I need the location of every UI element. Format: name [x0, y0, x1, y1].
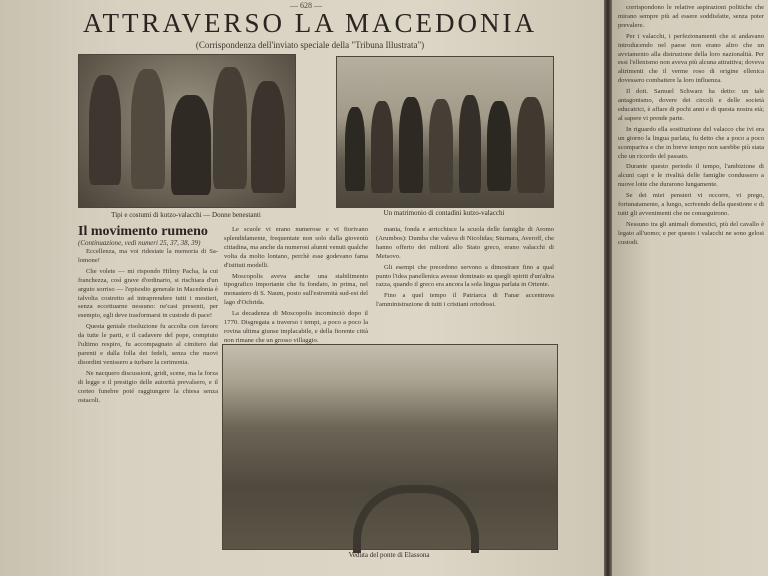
paragraph: Fino a quel tempo il Patriarca di Fanar accentrava l'amministrazione di tutti i cristiani ortodossi.: [376, 292, 554, 309]
figure-woman-5: [251, 81, 285, 193]
paragraph: mania, fonda e arricchisce la scuola delle famiglie di Aromo (Arumbos): Dumba che valeva di Nicolidas; Sturnara, Averoff, che hanno offerto dei milioni allo Stato greco, erano valacchi di Metsovo.: [376, 226, 554, 260]
paragraph: Le scuole vi erano numerose e vi fiorivano splendidamente, frequentate non solo dalla gioventù cittadina, ma anche da numerosi alunni venuti qualche volta da molto lontano, perchè esse godevano fama d'istituti modelli.: [224, 226, 368, 269]
caption-wedding: Un matrimonio di contadini kutzo-valacchi: [383, 209, 505, 217]
figure-woman-1: [89, 75, 121, 185]
figure-woman-2: [131, 69, 165, 189]
paragraph: Nessuno tra gli animali domestici, più del cavallo è legato all'uomo; e per questo i valacchi ne sono gelosi custodi.: [618, 220, 764, 246]
paragraph: Il dott. Samuel Schwarz ha detto: un tale antagonismo, dovere dei circoli e delle società educatrici, è affare di pochi anni e di questa nostra età; al sapere vi prende parte.: [618, 88, 764, 122]
paragraph: Questa geniale risoluzione fu accolta con favore da tutte le parti, e il cadavere del pope, compiuto l'ultimo respiro, fu accompagnato al cimitero dai parenti e dalla folla dei fedeli, senza che nuovi disordini venissero a turbare la cerimonia.: [78, 323, 218, 366]
figure-guest-2: [371, 101, 393, 193]
caption-costumes: Tipi e costumi di kutzo-valacchi — Donne benestanti: [111, 211, 261, 219]
photo-bridge: [222, 344, 558, 550]
text-column-right: [618, 4, 764, 576]
paragraph: Ne nacquero discussioni, gridi, scene, ma la forza di legge e il prestigio delle autorità prevalsero, e il corteo funebre poté raggiungere la chiesa senza ostacoli.: [78, 369, 218, 404]
figure-guest-3: [399, 97, 423, 193]
paragraph: Moscopolis aveva anche una stabilimento tipografico importante che fu fondato, in prima, nel monastero di S. Naum, posto sull'estremità sud-est del lago d'Ochrida.: [224, 272, 368, 307]
book-gutter: [604, 0, 612, 576]
section-title: Il movimento rumeno: [78, 224, 208, 239]
article-title: ATTRAVERSO LA MACEDONIA: [82, 8, 538, 38]
figure-guest-7: [517, 97, 545, 193]
figure-guest-1: [345, 107, 365, 191]
paragraph: corrispondono le relative aspirazioni politiche che mirano sempre più ad essere soddisfatte, senza poter prevalere.: [618, 4, 764, 29]
paragraph: In riguardo ella sostituzione del valacco che ivi era un giorno la lingua parlata, fu detto che a poco a poco scompariva e che in breve tempo non sarebbe più stata che un ricordo del passato.: [618, 125, 764, 160]
figure-woman-3: [171, 95, 211, 195]
figure-woman-4: [213, 67, 247, 189]
photo-wedding: [336, 56, 554, 208]
right-page: [612, 0, 768, 576]
text-column-b: [224, 226, 368, 344]
paragraph: La decadenza di Moscopolis incominciò dopo il 1770. Disgregata a traverso i tempi, a poco a poco la rovina ultima giunse implacabile, e della fiorente città non rimane che un grosso villaggio.: [224, 310, 368, 344]
caption-bridge: Veduta del ponte di Elassona: [348, 551, 430, 559]
paragraph: Per i valacchi, i perfezionamenti che si andavano introducendo nel paese non erano altro che un avviamento alla distruzione della loro nazionalità. Per essi l'ellenismo non aveva più alcuna attrattiva; doveva altrimenti che il verme roso di origine ellenica dovessero combattere la loro influenza.: [618, 32, 764, 85]
paragraph: Durante questo periodo il tempo, l'ambizione di alcuni capi e le rivalità delle famiglie condussero a nuove lotte che durarono lungamente.: [618, 163, 764, 189]
photo-costumes: [78, 54, 296, 208]
text-column-c: [376, 226, 554, 338]
section-note: (Continuazione, vedi numeri 25, 37, 38, 39): [78, 239, 201, 247]
paragraph: Eccellenza, ma voi ridestate la memoria di Sa-lomone!: [78, 248, 218, 264]
paragraph: Gli esempi che precedono servono a dimostrare fino a qual punto l'idea panellenica avesse dominato su quegli spiriti d'un'altra razza, quando il greco era ancora la sola lingua parlata in Oriente.: [376, 263, 554, 289]
article-subtitle: (Corrispondenza dell'inviato speciale della "Tribuna Illustrata"): [195, 40, 425, 50]
paragraph: Che volete — mi rispondo Hilmy Pacha, la cui franchezza, così grave d'ordinario, si rischiara d'un arguto sorriso — l'episodio generale in Macedonia è talvolta costretto ad intraprendere tutti i mestieri, senza eccettuarne nessuno: ne'casi presenti, per esempio, egli deve trasformarsi in custode di pace!: [78, 267, 218, 320]
page-number: — 628 —: [290, 1, 322, 10]
bridge-arch: [353, 485, 479, 553]
figure-guest-5: [459, 95, 481, 193]
text-column-a: [78, 248, 218, 576]
figure-guest-4: [429, 99, 453, 193]
paragraph: Se dei miei pensieri vi occorre, vi prego, fortunatamente, a lungo, scrivendo della questione e di tutti gli avvenimenti che ne conseguirono.: [618, 192, 764, 217]
figure-guest-6: [487, 101, 511, 191]
